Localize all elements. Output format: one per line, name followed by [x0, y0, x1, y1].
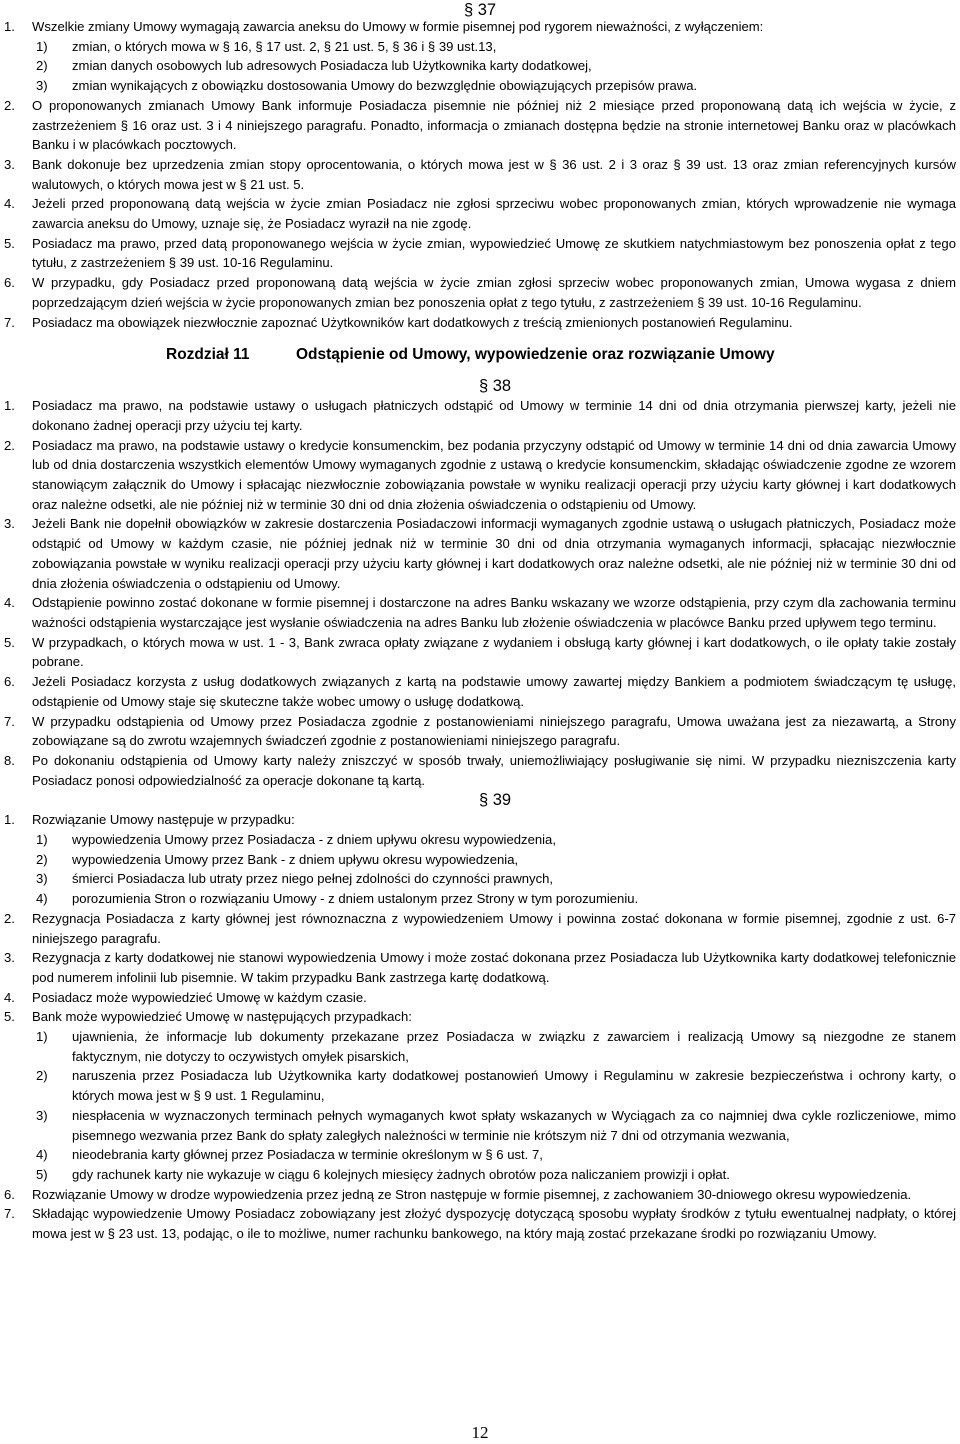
- paragraph-item: [0, 436, 960, 515]
- item-number: 8.: [4, 752, 15, 768]
- sub-item-number: 3): [36, 1107, 48, 1123]
- item-number: 4.: [4, 196, 15, 212]
- sub-item-text: śmierci Posiadacza lub utraty przez niego pełnej zdolności do czynności prawnych,: [72, 871, 554, 887]
- item-text: Jeżeli przed proponowaną datą wejścia w życie zmian Posiadacz nie zgłosi sprzeciwu wobec proponowanych zmian, których wprowadzenie nie wymaga zawarcia aneksu do Umowy, uznaje się, że Posiadacz wyraził na nie zgodę.: [32, 196, 956, 232]
- section-heading-38: § 38: [478, 377, 512, 396]
- sub-item-number: 3): [36, 871, 48, 887]
- section-heading-37: § 37: [463, 1, 497, 19]
- sub-item-text: wypowiedzenia Umowy przez Posiadacza - z dniem upływu okresu wypowiedzenia,: [72, 832, 556, 848]
- sub-item-number: 1): [36, 1029, 48, 1045]
- item-text: Rezygnacja Posiadacza z karty głównej jest równoznaczna z wypowiedzeniem Umowy i powinna zostać dokonana w formie pisemnej, zgodnie z ust. 6-7 niniejszego paragrafu.: [32, 910, 956, 946]
- paragraph-item: [0, 593, 960, 632]
- chapter-title: Odstąpienie od Umowy, wypowiedzenie oraz rozwiązanie Umowy: [296, 346, 775, 364]
- sub-item-number: 2): [36, 58, 48, 74]
- item-number: 1.: [4, 812, 15, 828]
- item-text: W przypadku, gdy Posiadacz przed proponowaną datą wejścia w życie zmian zgłosi sprzeciw wobec proponowanych zmian, Umowa wygasa z dniem poprzedzającym dzień wejścia w życie proponowanych zmian bez ponoszenia opłat z tego tytułu, z zastrzeżeniem § 39 ust. 10-16 Regulaminu.: [32, 275, 956, 310]
- paragraph-item: [0, 988, 960, 1008]
- sub-item-text: wypowiedzenia Umowy przez Bank - z dniem upływu okresu wypowiedzenia,: [72, 851, 519, 867]
- paragraph-item: [0, 1185, 960, 1205]
- item-number: 7.: [4, 713, 15, 729]
- sub-item-number: 3): [36, 78, 48, 94]
- item-number: 6.: [4, 275, 15, 291]
- sub-item: [0, 1145, 960, 1165]
- paragraph-item: [0, 1204, 960, 1243]
- item-number: 1.: [4, 19, 15, 34]
- item-text: Wszelkie zmiany Umowy wymagają zawarcia aneksu do Umowy w formie pisemnej pod rygorem nieważności, z wyłączeniem:: [32, 19, 764, 34]
- item-text: Posiadacz ma obowiązek niezwłocznie zapoznać Użytkowników kart dodatkowych z treścią zmienionych postanowień Regulaminu.: [32, 314, 793, 330]
- item-number: 7.: [4, 314, 15, 330]
- paragraph-item: [0, 194, 960, 233]
- item-number: 6.: [4, 674, 15, 690]
- item-text: Posiadacz ma prawo, przed datą proponowanego wejścia w życie zmian, wypowiedzieć Umowę ze skutkiem natychmiastowym bez ponoszenia opłat z tego tytułu, z zastrzeżeniem § 39 ust. 10-16 Regulaminu.: [32, 235, 956, 271]
- sub-item-text: ujawnienia, że informacje lub dokumenty przekazane przez Posiadacza w związku z zawarciem i realizacją Umowy są niezgodne ze stanem faktycznym, nie dotyczy to oczywistych omyłek pisarskich,: [72, 1029, 956, 1064]
- sub-item-text: naruszenia przez Posiadacza lub Użytkownika karty dodatkowej postanowień Umowy i Regulaminu w zakresie bezpieczeństwa i ochrony karty, o których mowa jest w § 9 ust. 1 Regulaminu,: [72, 1068, 956, 1104]
- paragraph-item: [0, 234, 960, 273]
- paragraph-item: [0, 514, 960, 593]
- item-text: Posiadacz może wypowiedzieć Umowę w każdym czasie.: [32, 989, 367, 1005]
- item-number: 4.: [4, 989, 15, 1005]
- item-number: 2.: [4, 910, 15, 926]
- sub-item-number: 5): [36, 1166, 48, 1182]
- chapter-label: Rozdział 11: [166, 346, 250, 364]
- sub-item-text: porozumienia Stron o rozwiązaniu Umowy - z dniem ustalonym przez Strony w tym porozumieniu.: [72, 891, 639, 907]
- paragraph-item: [0, 96, 960, 155]
- sub-item-number: 1): [36, 38, 48, 54]
- item-number: 5.: [4, 634, 15, 650]
- section-heading-39: § 39: [478, 791, 512, 810]
- sub-item-number: 2): [36, 1068, 48, 1084]
- sub-item-number: 4): [36, 891, 48, 907]
- sub-item-text: gdy rachunek karty nie wykazuje w ciągu 6 kolejnych miesięcy żadnych obrotów poza naliczaniem prowizji i opłat.: [72, 1166, 730, 1182]
- sub-item: [0, 1066, 960, 1105]
- item-number: 3.: [4, 156, 15, 172]
- item-text: Po dokonaniu odstąpienia od Umowy karty należy zniszczyć w sposób trwały, uniemożliwiający posługiwanie się nimi. W przypadku niezniszczenia karty Posiadacz ponosi odpowiedzialność za operacje dokonane tą kartą.: [32, 752, 956, 788]
- sub-item: [0, 889, 960, 909]
- item-text: O proponowanych zmianach Umowy Bank informuje Posiadacza pisemnie nie później niż 2 miesiące przed proponowaną datą ich wejścia w życie, z zastrzeżeniem § 16 oraz ust. 3 i 4 niniejszego paragrafu. Ponadto, informacja o zmianach dostępna będzie na stronie internetowej Banku oraz w placówkach Banku i w placówkach pocztowych.: [32, 97, 956, 153]
- sub-item-text: zmian wynikających z obowiązku dostosowania Umowy do bezwzględnie obowiązujących przepisów prawa.: [72, 78, 698, 94]
- paragraph-item: [0, 909, 960, 948]
- sub-item-text: zmian danych osobowych lub adresowych Posiadacza lub Użytkownika karty dodatkowej,: [72, 58, 592, 74]
- paragraph-item: [0, 313, 960, 333]
- paragraph-item: [0, 712, 960, 751]
- item-text: Jeżeli Bank nie dopełnił obowiązków w zakresie dostarczenia Posiadaczowi informacji wymaganych zgodnie ustawą o usługach płatniczych, Posiadacz może odstąpić od Umowy w każdym czasie, nie później jednak niż w terminie 30 dni od dnia otrzymania wymaganych informacji, spłacając niezwłocznie zobowiązania powstałe w wyniku realizacji operacji przy użyciu karty głównej i kart dodatkowych oraz należne odsetki, ale nie później niż w terminie 30 dni od dnia złożenia oświadczenia o odstąpieniu od Umowy.: [32, 516, 956, 591]
- paragraph-item: [0, 948, 960, 987]
- item-number: 1.: [4, 398, 15, 414]
- item-number: 5.: [4, 235, 15, 251]
- sub-item-number: 1): [36, 832, 48, 848]
- sub-item: [0, 830, 960, 850]
- item-number: 5.: [4, 1009, 15, 1025]
- paragraph-item: [0, 155, 960, 194]
- paragraph-item: [0, 810, 960, 830]
- item-text: Rozwiązanie Umowy następuje w przypadku:: [32, 812, 295, 828]
- sub-item: [0, 1165, 960, 1185]
- paragraph-item: [0, 273, 960, 312]
- sub-item-text: nieodebrania karty głównej przez Posiadacza w terminie określonym w § 6 ust. 7,: [72, 1147, 543, 1163]
- document-body: [0, 17, 960, 1244]
- item-number: 3.: [4, 516, 15, 532]
- paragraph-item: [0, 633, 960, 672]
- sub-item-text: zmian, o których mowa w § 16, § 17 ust. 2, § 21 ust. 5, § 36 i § 39 ust.13,: [72, 38, 497, 54]
- item-number: 4.: [4, 595, 15, 611]
- sub-item: [0, 37, 960, 57]
- item-text: Rezygnacja z karty dodatkowej nie stanowi wypowiedzenia Umowy i może zostać dokonana przez Posiadacza lub Użytkownika karty dodatkowej telefonicznie pod numerem infolinii lub pisemnie. W takim przypadku Bank zastrzega kartę dodatkową.: [32, 950, 956, 985]
- page-number: 12: [471, 1423, 489, 1442]
- item-text: Jeżeli Posiadacz korzysta z usług dodatkowych związanych z kartą na podstawie umowy zawartej między Bankiem a podmiotem świadczącym tę usługę, odstąpienie od Umowy staje się skuteczne także wobec umowy o usługę dodatkową.: [32, 674, 956, 709]
- sub-item: [0, 869, 960, 889]
- paragraph-item: [0, 672, 960, 711]
- item-number: 6.: [4, 1186, 15, 1202]
- item-number: 7.: [4, 1206, 15, 1222]
- sub-item: [0, 56, 960, 76]
- item-text: Rozwiązanie Umowy w drodze wypowiedzenia przez jedną ze Stron następuje w formie pisemnej, z zachowaniem 30-dniowego okresu wypowiedzenia.: [32, 1186, 912, 1202]
- item-number: 2.: [4, 97, 15, 113]
- item-number: 2.: [4, 437, 15, 453]
- item-text: W przypadku odstąpienia od Umowy przez Posiadacza zgodnie z postanowieniami niniejszego paragrafu, Umowa uważana jest za niezawartą, a Strony zobowiązane są do zwrotu wzajemnych świadczeń zgodnie z postanowieniami niniejszego paragrafu.: [32, 713, 956, 749]
- sub-item: [0, 76, 960, 96]
- sub-item-text: niespłacenia w wyznaczonych terminach pełnych wymaganych kwot spłaty wskazanych w Wyciągach za co najmniej dwa cykle rozliczeniowe, mimo pisemnego wezwania przez Bank do spłaty zaległych należności w terminie nie krótszym niż 7 dni od otrzymania wezwania,: [72, 1107, 956, 1143]
- item-number: 3.: [4, 950, 15, 966]
- item-text: Bank dokonuje bez uprzedzenia zmian stopy oprocentowania, o których mowa jest w § 36 ust. 2 i 3 oraz § 39 ust. 13 oraz zmian referencyjnych kursów walutowych, o których mowa jest w § 21 ust. 5.: [32, 156, 956, 192]
- paragraph-item: [0, 1007, 960, 1027]
- paragraph-item: [0, 396, 960, 435]
- item-text: Posiadacz ma prawo, na podstawie ustawy o kredycie konsumenckim, bez podania przyczyny odstąpić od Umowy w terminie 14 dni od dnia zawarcia Umowy lub od dnia dostarczenia wszystkich elementów Umowy wymaganych zgodnie z ustawą o kredycie konsumenckim, składając oświadczenie zgodne ze wzorem stanowiącym załącznik do Umowy i spłacając niezwłocznie zobowiązania powstałe w wyniku realizacji operacji przy użyciu karty głównej i kart dodatkowych oraz należne odsetki, ale nie później niż w terminie 30 dni od dnia złożenia oświadczenia o odstąpieniu od Umowy.: [32, 437, 956, 512]
- sub-item: [0, 850, 960, 870]
- item-text: Odstąpienie powinno zostać dokonane w formie pisemnej i dostarczone na adres Banku wskazany we wzorze odstąpienia, przy czym dla zachowania terminu ważności odstąpienia wystarczające jest wysłanie oświadczenia na adres Banku lub złożenie oświadczenia w placówce Banku przed upływem tego terminu.: [32, 595, 956, 630]
- sub-item: [0, 1027, 960, 1066]
- item-text: W przypadkach, o których mowa w ust. 1 - 3, Bank zwraca opłaty związane z wydaniem i obsługą karty głównej i kart dodatkowych, o ile opłaty takie zostały pobrane.: [32, 634, 956, 670]
- sub-item-number: 2): [36, 851, 48, 867]
- item-text: Posiadacz ma prawo, na podstawie ustawy o usługach płatniczych odstąpić od Umowy w terminie 14 dni od dnia otrzymania pierwszej karty, jeżeli nie dokonano żadnej operacji przy użyciu tej karty.: [32, 398, 956, 433]
- paragraph-item: [0, 751, 960, 790]
- sub-item-number: 4): [36, 1147, 48, 1163]
- item-text: Bank może wypowiedzieć Umowę w następujących przypadkach:: [32, 1009, 412, 1025]
- item-text: Składając wypowiedzenie Umowy Posiadacz zobowiązany jest złożyć dyspozycję dotyczącą sposobu wypłaty środków z tytułu ewentualnej nadpłaty, o której mowa jest w § 23 ust. 13, podając, o ile to możliwe, numer rachunku bankowego, na który mają zostać przekazane środki po rozwiązaniu Umowy.: [32, 1206, 956, 1242]
- paragraph-item: [0, 17, 960, 37]
- sub-item: [0, 1106, 960, 1145]
- chapter-heading: [0, 344, 960, 366]
